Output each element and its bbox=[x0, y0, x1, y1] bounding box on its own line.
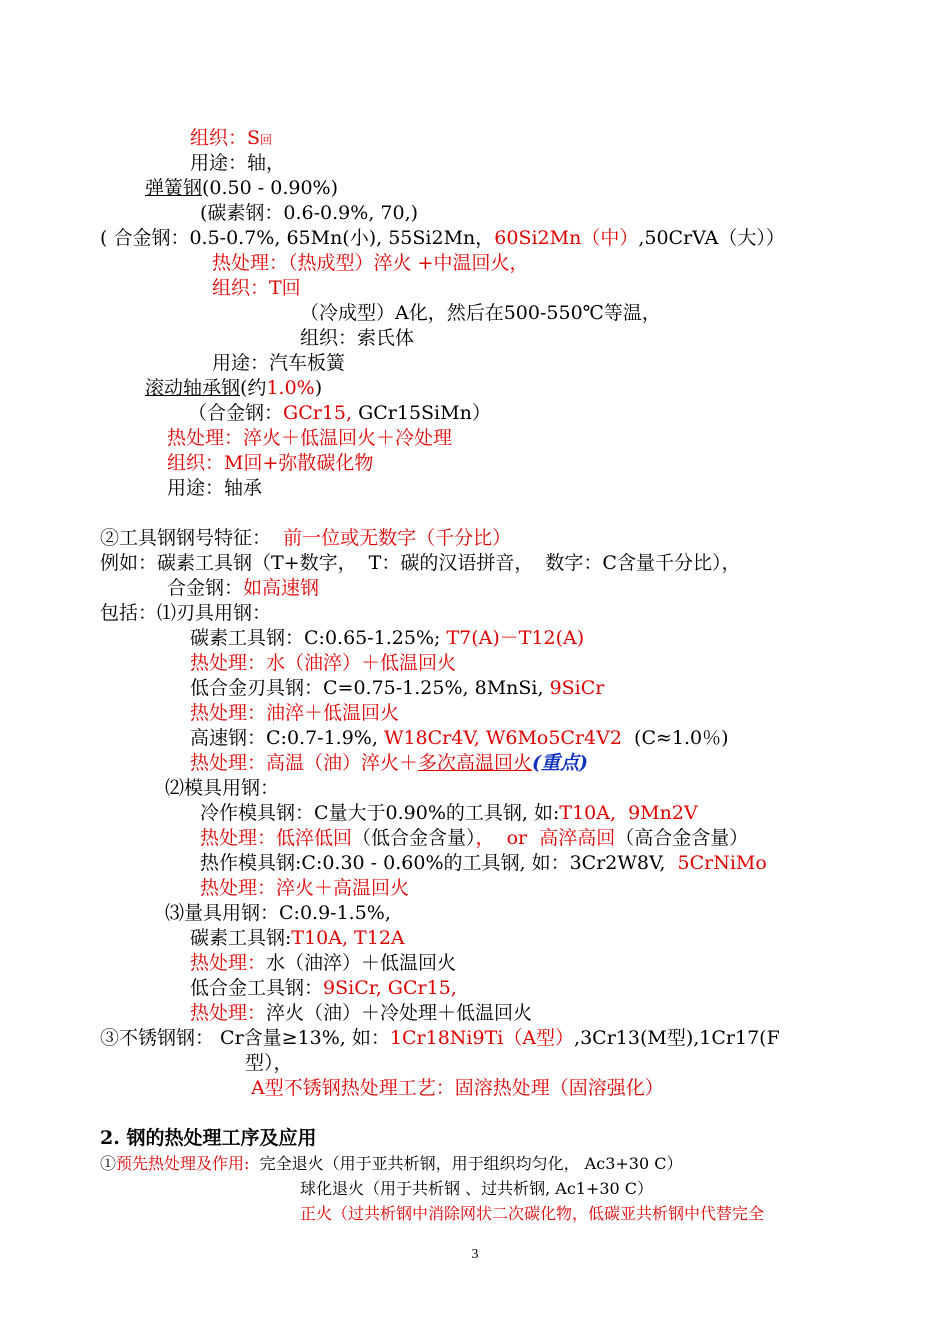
text-segment: 完全退火（用于亚共析钢，用于组织均匀化， Ac3+30 C） bbox=[249, 1154, 683, 1173]
text-segment: 9SiCr bbox=[549, 677, 605, 699]
text-line bbox=[190, 151, 285, 176]
text-segment: 组织：索氏体 bbox=[300, 327, 415, 349]
text-line bbox=[100, 1126, 316, 1151]
text-segment: 用途：轴承 bbox=[167, 477, 263, 499]
text-segment: （合金钢： bbox=[188, 402, 284, 424]
text-line bbox=[300, 1176, 653, 1201]
text-segment: GCr15SiMn） bbox=[352, 402, 491, 424]
text-segment: 合金钢： bbox=[167, 577, 244, 599]
text-segment: (C≈1.0％) bbox=[621, 727, 729, 749]
text-segment: 碳素工具钢：C:0.65-1.25%; bbox=[190, 627, 447, 649]
text-line bbox=[190, 951, 456, 976]
text-line bbox=[300, 301, 661, 326]
text-segment: 组织：S bbox=[190, 127, 261, 149]
text-line bbox=[300, 326, 414, 351]
text-line bbox=[190, 926, 405, 951]
text-segment: （低合金含量） bbox=[352, 827, 476, 849]
text-segment: 碳素工具钢: bbox=[190, 927, 292, 949]
text-segment: 前一位或无数字（千分比） bbox=[283, 527, 512, 549]
text-line bbox=[100, 551, 740, 576]
text-segment: 组织：M回+弥散碳化物 bbox=[167, 452, 374, 474]
text-segment: 热处理： bbox=[190, 952, 267, 974]
text-segment: 淬火（油）＋冷处理＋低温回火 bbox=[266, 1002, 533, 1024]
text-line bbox=[188, 401, 491, 426]
text-segment: (重点) bbox=[532, 752, 589, 774]
text-line bbox=[100, 526, 511, 551]
text-segment: 冷作模具钢：C量大于0.90%的工具钢, 如: bbox=[200, 802, 560, 824]
text-segment: 5CrNiMo bbox=[677, 852, 767, 874]
text-line bbox=[212, 276, 301, 301]
text-segment: 球化退火（用于共析钢 、过共析钢, Ac1+30 C） bbox=[300, 1179, 654, 1198]
text-segment: A型不锈钢热处理工艺：固溶热处理（固溶强化） bbox=[245, 1077, 664, 1099]
text-line bbox=[212, 351, 345, 376]
text-segment: 回 bbox=[260, 133, 273, 147]
text-segment: 型）， bbox=[245, 1052, 293, 1074]
text-line bbox=[200, 826, 748, 851]
text-line bbox=[190, 626, 584, 651]
text-segment: 如高速钢 bbox=[243, 577, 320, 599]
text-line bbox=[167, 426, 452, 451]
text-segment: 热处理：油淬＋低温回火 bbox=[190, 702, 400, 724]
text-segment: ⑶量具用钢：C:0.9-1.5%, bbox=[165, 902, 391, 924]
text-segment: 热作模具钢:C:0.30 - 0.60%的工具钢, 如：3Cr2W8V, bbox=[200, 852, 678, 874]
text-line bbox=[145, 176, 338, 201]
text-line bbox=[190, 701, 399, 726]
text-line bbox=[165, 901, 391, 926]
text-segment: (0.50 - 0.90%) bbox=[202, 177, 339, 199]
text-segment: T10A, T12A bbox=[291, 927, 405, 949]
text-segment: (碳素钢：0.6-0.9%, 70,) bbox=[200, 202, 419, 224]
text-segment: ,3Cr13(M型),1Cr17(F bbox=[574, 1027, 780, 1049]
text-line bbox=[167, 476, 262, 501]
text-line bbox=[190, 976, 457, 1001]
text-segment: (约 bbox=[240, 377, 267, 399]
text-segment: 包括：⑴刃具用钢： bbox=[100, 602, 272, 624]
text-segment: 2. 钢的热处理工序及应用 bbox=[100, 1127, 317, 1149]
text-segment: 1Cr18Ni9Ti（A型） bbox=[389, 1027, 575, 1049]
text-segment: 正火（过共析钢中消除网状二次碳化物，低碳亚共析钢中代替完全 bbox=[300, 1204, 765, 1223]
text-segment: ) bbox=[314, 377, 323, 399]
text-segment: ,50CrVA（大）） bbox=[638, 227, 785, 249]
text-line bbox=[190, 1001, 532, 1026]
text-line bbox=[100, 226, 785, 251]
text-line bbox=[212, 251, 528, 276]
text-segment: 低合金工具钢： bbox=[190, 977, 324, 999]
text-segment: ( 合金钢：0.5-0.7%, 65Mn(小), 55Si2Mn， bbox=[100, 227, 495, 249]
text-segment: T7(A)－T12(A) bbox=[446, 627, 585, 649]
text-segment: 预先热处理及作用: bbox=[116, 1154, 250, 1173]
text-line bbox=[100, 1151, 682, 1176]
text-segment: 水（油淬）＋低温回火 bbox=[266, 952, 457, 974]
text-segment: （高合金含量） bbox=[615, 827, 749, 849]
text-line bbox=[190, 726, 729, 751]
text-segment: 热处理：水（油淬）＋低温回火 bbox=[190, 652, 457, 674]
text-line bbox=[200, 876, 409, 901]
text-line bbox=[245, 1051, 293, 1076]
text-line bbox=[300, 1201, 764, 1226]
text-segment: 热处理：低淬低回 bbox=[200, 827, 353, 849]
text-segment: 例如：碳素工具钢（T+数字， T：碳的汉语拼音， 数字：C含量千分比）， bbox=[100, 552, 741, 574]
text-segment: 多次高温回火 bbox=[418, 752, 533, 774]
text-segment: 1.0% bbox=[266, 377, 315, 399]
text-line bbox=[190, 676, 604, 701]
text-segment: ②工具钢钢号特征： bbox=[100, 527, 284, 549]
text-segment: 弹簧钢 bbox=[145, 177, 203, 199]
text-segment: 热处理：淬火＋高温回火 bbox=[200, 877, 410, 899]
text-line bbox=[200, 851, 767, 876]
text-line bbox=[100, 1026, 780, 1051]
text-segment: 热处理：高温（油）淬火＋ bbox=[190, 752, 419, 774]
text-line bbox=[190, 126, 272, 151]
text-segment: W18Cr4V, W6Mo5Cr4V2 bbox=[383, 727, 622, 749]
text-segment: GCr15, bbox=[283, 402, 353, 424]
text-line bbox=[165, 776, 279, 801]
text-segment: 高速钢：C:0.7-1.9%, bbox=[190, 727, 384, 749]
text-line bbox=[100, 601, 271, 626]
text-line bbox=[190, 651, 456, 676]
text-segment: 热处理： bbox=[190, 1002, 267, 1024]
text-segment: 用途：汽车板簧 bbox=[212, 352, 346, 374]
text-segment: ③不锈钢钢： Cr含量≥13%, 如： bbox=[100, 1027, 390, 1049]
text-line bbox=[200, 201, 418, 226]
text-line bbox=[145, 376, 322, 401]
text-line bbox=[167, 451, 373, 476]
text-segment: 滚动轴承钢 bbox=[145, 377, 241, 399]
text-segment: 低合金刃具钢：C=0.75-1.25%, 8MnSi, bbox=[190, 677, 550, 699]
text-segment: 用途：轴， bbox=[190, 152, 286, 174]
text-segment: 热处理：淬火＋低温回火＋冷处理 bbox=[167, 427, 453, 449]
text-line bbox=[245, 1076, 664, 1101]
text-line bbox=[200, 801, 698, 826]
text-line bbox=[190, 751, 588, 776]
text-segment: T10A, 9Mn2V bbox=[559, 802, 698, 824]
text-segment: ⑵模具用钢： bbox=[165, 777, 280, 799]
text-segment: 60Si2Mn（中） bbox=[494, 227, 639, 249]
page-number: 3 bbox=[471, 1247, 479, 1262]
text-segment: 热处理：（热成型）淬火 +中温回火， bbox=[212, 252, 529, 274]
text-segment: ① bbox=[100, 1154, 117, 1173]
text-segment: 9SiCr, GCr15, bbox=[323, 977, 457, 999]
text-segment: 组织：T回 bbox=[212, 277, 301, 299]
text-line bbox=[167, 576, 319, 601]
text-segment: （冷成型）A化，然后在500-550℃等温， bbox=[300, 302, 661, 324]
text-segment: ， or 高淬高回 bbox=[475, 827, 616, 849]
